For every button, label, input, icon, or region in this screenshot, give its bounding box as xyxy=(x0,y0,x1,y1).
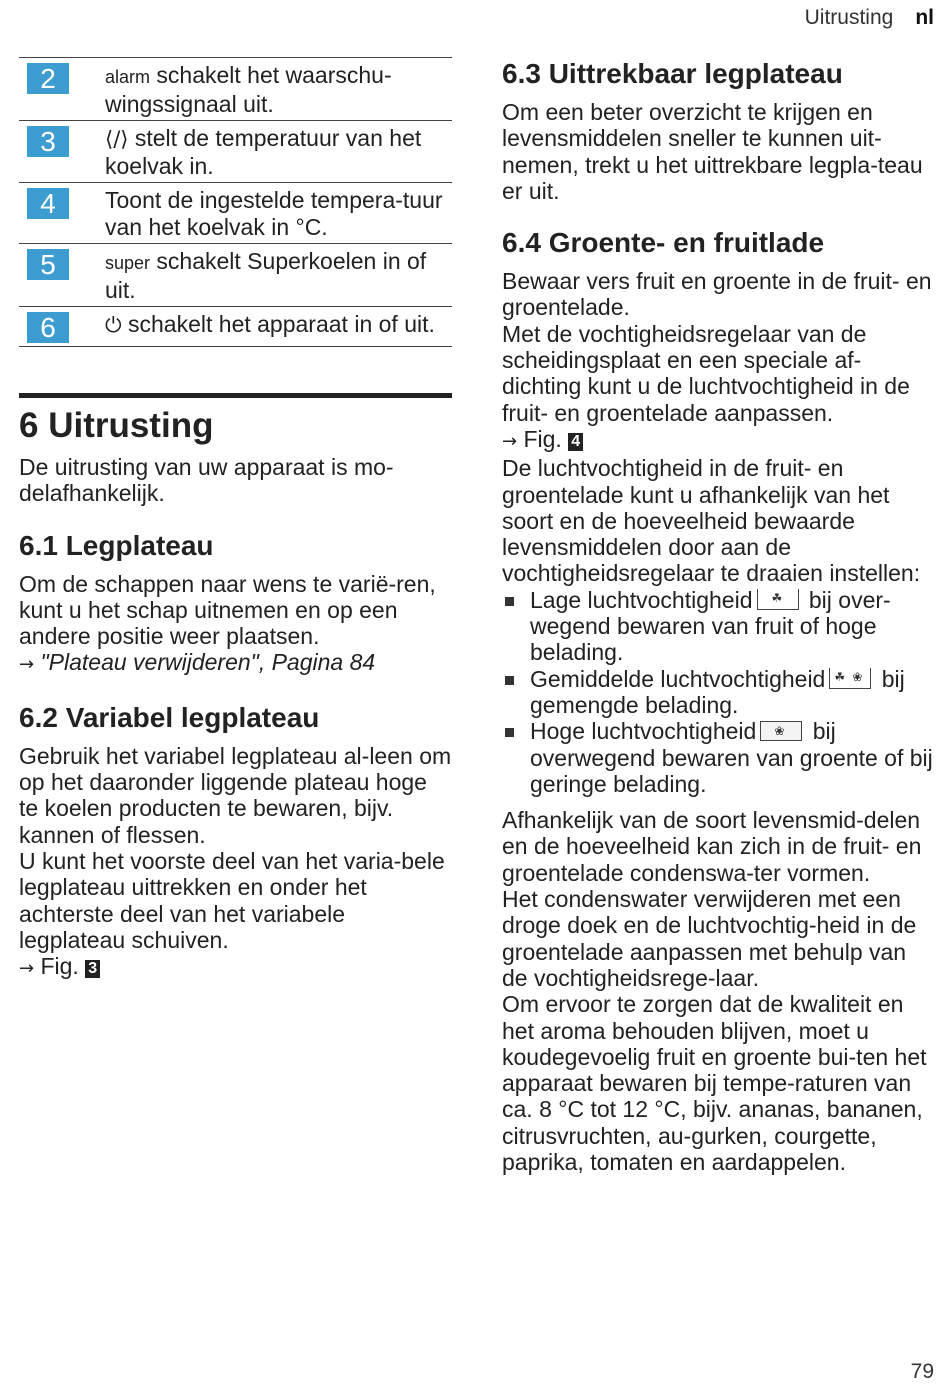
section-body: Gebruik het variabel legplateau al-leen om op het daaronder liggende plateau hoge te koelen producten te bewaren, bijv. kannen of flessen. xyxy=(19,742,452,848)
chapter-intro: De uitrusting van uw apparaat is mo-delafhankelijk. xyxy=(19,454,394,507)
list-item: Gemiddelde luchtvochtigheid ☘ ❀ bij gemengde belading. xyxy=(502,666,934,719)
key-number-badge: 4 xyxy=(27,188,69,219)
list-item: Lage luchtvochtigheid ☘ bij over-wegend bewaren van fruit of hoge belading. xyxy=(502,587,934,666)
section-body: U kunt het voorste deel van het varia-bele legplateau uittrekken en onder het achterste deel van het variabele legplateau schuiven. xyxy=(19,847,445,953)
section-body: Om ervoor te zorgen dat de kwaliteit en het aroma behouden blijven, moet u koudegevoelig fruit en groente bui-ten het apparaat bewaren bij tempe-raturen van ca. 8 °C tot 12 °C, bijv. ananas, bananen, citrusvruchten, au-gurken, courgette, paprika, tomaten en aardappelen. xyxy=(502,991,927,1175)
key-number-badge: 2 xyxy=(27,63,69,94)
header-language: nl xyxy=(915,6,934,29)
vegetable-humidity-icon: ❀ xyxy=(760,721,802,741)
figure-reference: → Fig. 3 xyxy=(19,953,452,982)
key-description: alarm schakelt het waarschu-wingssignaal uit. xyxy=(105,58,452,121)
temperature-arrows-icon: ⟨/⟩ xyxy=(105,127,129,151)
section-title-6-4: 6.4 Groente- en fruitlade xyxy=(502,227,825,259)
figure-reference: → Fig. 4 xyxy=(502,426,934,455)
section-body: Om een beter overzicht te krijgen en levensmiddelen sneller te kunnen uit-nemen, trekt u het uittrekbare legpla-teau er uit. xyxy=(502,99,923,204)
section-body: Om de schappen naar wens te varië-ren, kunt u het schap uitnemen en op een andere positie weer plaatsen. xyxy=(19,570,436,650)
key-description: Toont de ingestelde tempera-tuur van het koelvak in °C. xyxy=(105,183,452,244)
page-number: 79 xyxy=(910,1360,934,1383)
section-body: Afhankelijk van de soort levensmid-delen en de hoeveelheid kan zich in de fruit- en groentelade condenswa-ter vormen. xyxy=(502,807,922,886)
table-row xyxy=(19,183,452,244)
section-body: Bewaar vers fruit en groente in de fruit- en groentelade. xyxy=(502,268,932,321)
figure-number-badge: 4 xyxy=(568,433,583,451)
section-body: De luchtvochtigheid in de fruit- en groentelade kunt u afhankelijk van het soort en de hoeveelheid bewaarde levensmiddelen door aan de vochtigheidsregelaar te draaien instellen: xyxy=(502,455,921,587)
key-number-badge: 6 xyxy=(27,312,69,343)
humidity-list xyxy=(502,587,934,797)
super-keyword: super xyxy=(105,253,151,273)
chapter-divider xyxy=(19,393,452,398)
key-number-badge: 5 xyxy=(27,249,69,280)
arrow-icon: → xyxy=(19,958,35,980)
section-body: Met de vochtigheidsregelaar van de scheidingsplaat en een speciale af-dichting kunt u de luchtvochtigheid in de fruit- en groentelade aanpassen. xyxy=(502,320,910,426)
cross-reference-link: "Plateau verwijderen", Pagina 84 xyxy=(40,649,376,676)
chapter-title: 6 Uitrusting xyxy=(19,406,214,445)
table-row xyxy=(19,307,452,347)
arrow-icon: → xyxy=(502,430,518,452)
key-description: ⟨/⟩ stelt de temperatuur van het koelvak in. xyxy=(105,121,452,183)
section-title-6-1: 6.1 Legplateau xyxy=(19,529,214,561)
section-body: Het condenswater verwijderen met een droge doek en de luchtvochtig-heid in de groentelade aanpassen met behulp van de vochtigheidsrege-laar. xyxy=(502,886,917,991)
table-row xyxy=(19,121,452,183)
figure-number-badge: 3 xyxy=(85,960,100,978)
key-number-badge: 3 xyxy=(27,126,69,157)
power-icon: ⏻ xyxy=(105,313,122,337)
left-column xyxy=(19,57,452,982)
table-row xyxy=(19,58,452,121)
key-description: super schakelt Superkoelen in of uit. xyxy=(105,244,452,307)
section-title-6-3: 6.3 Uittrekbaar legplateau xyxy=(502,58,843,89)
control-key-table xyxy=(19,57,452,347)
right-column xyxy=(502,57,934,1175)
list-item: Hoge luchtvochtigheid ❀ bij overwegend bewaren van groente of bij geringe belading. xyxy=(502,718,934,797)
section-title-6-2: 6.2 Variabel legplateau xyxy=(19,701,320,733)
header-section: Uitrusting xyxy=(804,6,894,29)
arrow-icon: → xyxy=(19,654,35,676)
mixed-humidity-icon: ☘ ❀ xyxy=(829,668,871,689)
cross-reference xyxy=(19,649,452,678)
table-row xyxy=(19,244,452,307)
key-description: ⏻ schakelt het apparaat in of uit. xyxy=(105,307,452,347)
running-header xyxy=(805,6,934,30)
fruit-humidity-icon: ☘ xyxy=(757,589,799,610)
alarm-keyword: alarm xyxy=(105,67,151,87)
